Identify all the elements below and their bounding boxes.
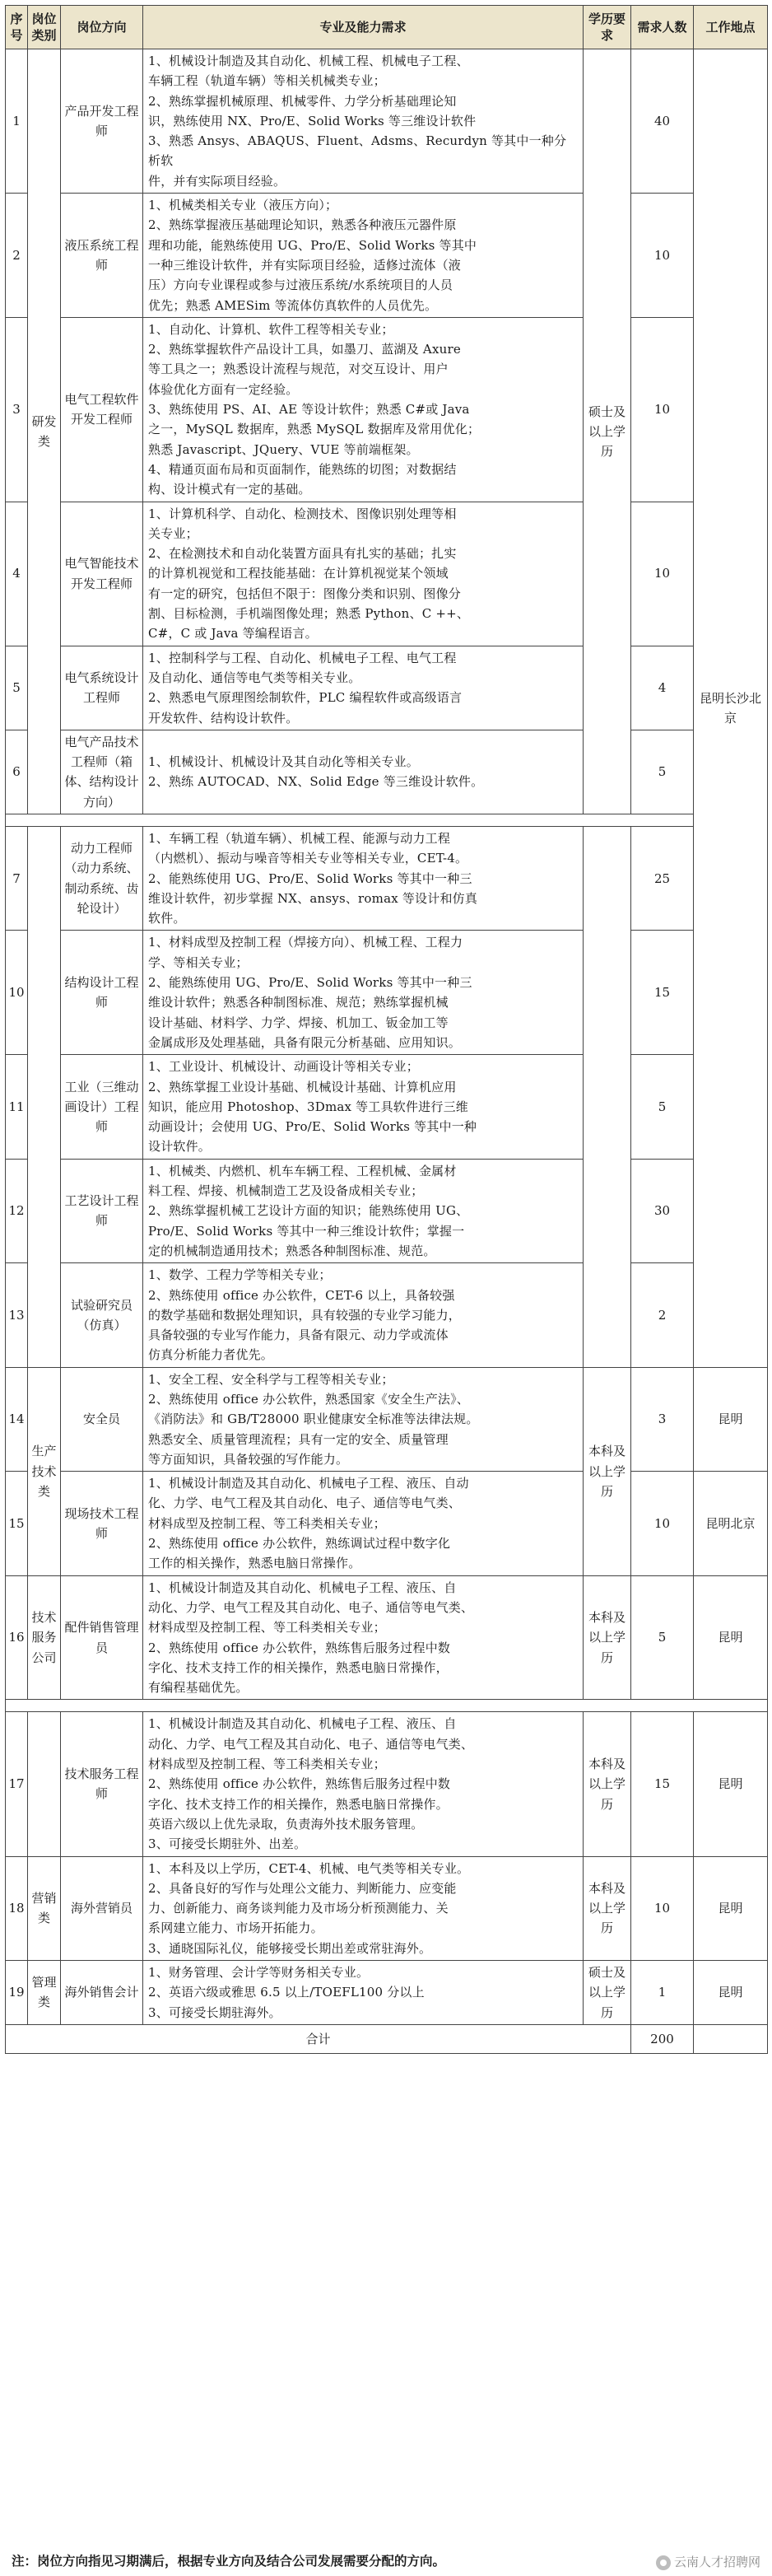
cell-requirements: 1、机械设计制造及其自动化、机械电子工程、液压、自动 化、力学、电气工程及其自动化、电子、通信等电气类、 材料成型及控制工程、等工科类相关专业； 2、熟练使用 office 办公软件，熟练调试过程中数字化 工作的相关操作，熟悉电脑日常操作。: [143, 1472, 584, 1575]
table-row: [6, 1961, 768, 2025]
category-svc: 技术服务公司: [28, 1575, 61, 1700]
cell-seq: 13: [6, 1263, 28, 1367]
table-row: [6, 1263, 768, 1367]
cell-seq: 4: [6, 502, 28, 646]
cell-direction: 工艺设计工程师: [61, 1159, 143, 1262]
location-km: 昆明: [694, 1367, 768, 1471]
table-row: [6, 1712, 768, 1856]
cell-direction: 安全员: [61, 1367, 143, 1471]
cell-direction: 电气工程软件开发工程师: [61, 317, 143, 502]
cell-direction: 电气智能技术开发工程师: [61, 502, 143, 646]
header-requirements: 专业及能力需求: [143, 6, 584, 49]
total-label: 合计: [6, 2024, 631, 2053]
cell-requirements: 1、控制科学与工程、自动化、机械电子工程、电气工程 及自动化、通信等电气类等相关专业。 2、熟悉电气原理图绘制软件，PLC 编程软件或高级语言 开发软件、结构设计软件。: [143, 646, 584, 730]
table-row: [6, 1575, 768, 1700]
cell-seq: 10: [6, 931, 28, 1055]
cell-count: 5: [631, 1055, 694, 1159]
category-prod: 生产技术类: [28, 1367, 61, 1575]
cell-requirements: 1、机械类、内燃机、机车车辆工程、工程机械、金属材 料工程、焊接、机械制造工艺及设备成相关专业； 2、熟练掌握机械工艺设计方面的知识；能熟练使用 UG、 Pro/E、Solid Works 等其中一种三维设计软件；掌握一 定的机械制造通用技术；熟悉各种制图标准、规范。: [143, 1159, 584, 1262]
category-mgmt: 管理类: [28, 1961, 61, 2025]
education-bachelor-svc2: 本科及以上学历: [584, 1712, 631, 1856]
cell-count: 10: [631, 502, 694, 646]
header-count: 需求人数: [631, 6, 694, 49]
cell-seq: 17: [6, 1712, 28, 1856]
location-km: 昆明: [694, 1856, 768, 1960]
category-rd: 研发类: [28, 49, 61, 814]
header-category: 岗位类别: [28, 6, 61, 49]
cell-requirements: 1、数学、工程力学等相关专业； 2、熟练使用 office 办公软件，CET-6 以上，具备较强 的数学基础和数据处理知识，具有较强的专业学习能力， 具备较强的专业写作能力，具备有限元、动力学或流体 仿真分析能力者优先。: [143, 1263, 584, 1367]
cell-count: 10: [631, 317, 694, 502]
recruitment-table: [5, 5, 768, 2054]
category-svc-continued: [28, 1712, 61, 1856]
cell-requirements: 1、安全工程、安全科学与工程等相关专业； 2、熟练使用 office 办公软件，熟悉国家《安全生产法》、 《消防法》和 GB/T28000 职业健康安全标准等法律法规。 熟悉安全、质量管理流程；具有一定的安全、质量管理 等方面知识，具备较强的写作能力。: [143, 1367, 584, 1471]
cell-count: 2: [631, 1263, 694, 1367]
cell-requirements: 1、车辆工程（轨道车辆）、机械工程、能源与动力工程 （内燃机）、振动与噪音等相关专业等相关专业，CET-4。 2、能熟练使用 UG、Pro/E、Solid Works 等其中一种三 维设计软件，初步掌握 NX、ansys、romax 等设计和仿真 软件。: [143, 826, 584, 930]
table-gap: [6, 1700, 768, 1712]
cell-seq: 1: [6, 49, 28, 194]
header-seq: 序号: [6, 6, 28, 49]
cell-direction: 动力工程师（动力系统、制动系统、齿轮设计）: [61, 826, 143, 930]
wechat-icon: [656, 2555, 671, 2570]
cell-requirements: 1、材料成型及控制工程（焊接方向）、机械工程、工程力 学、等相关专业； 2、能熟练使用 UG、Pro/E、Solid Works 等其中一种三 维设计软件；熟悉各种制图标准、规范；熟练掌握机械 设计基础、材料学、力学、焊接、机加工、钣金加工等 金属成形及处理基础，具备有限元分析基础、应用知识。: [143, 931, 584, 1055]
total-location-empty: [694, 2024, 768, 2053]
location-multi: 昆明长沙北京: [694, 49, 768, 1368]
cell-requirements: 1、机械设计制造及其自动化、机械电子工程、液压、自 动化、力学、电气工程及其自动化、电子、通信等电气类、 材料成型及控制工程、等工科类相关专业； 2、熟练使用 office 办公软件，熟练售后服务过程中数 字化、技术支持工作的相关操作，熟悉电脑日常操作。 英语六级以上优先录取，负责海外技术服务管理。 3、可接受长期驻外、出差。: [143, 1712, 584, 1856]
education-master-rd-continued: [584, 826, 631, 1367]
table-row: [6, 1367, 768, 1471]
cell-direction: 现场技术工程师: [61, 1472, 143, 1575]
cell-count: 5: [631, 730, 694, 814]
location-km: 昆明: [694, 1575, 768, 1700]
cell-seq: 18: [6, 1856, 28, 1960]
education-bachelor-sales: 本科及以上学历: [584, 1856, 631, 1960]
table-row: [6, 931, 768, 1055]
category-rd-continued: [28, 826, 61, 1367]
cell-requirements: 1、机械设计制造及其自动化、机械工程、机械电子工程、 车辆工程（轨道车辆）等相关机械类专业； 2、熟练掌握机械原理、机械零件、力学分析基础理论知 识，熟练使用 NX、Pro/E、Solid Works 等三维设计软件 3、熟悉 Ansys、ABAQUS、Fluent、Adsms、Recurdyn 等其中一种分析软 件，并有实际项目经验。: [143, 49, 584, 194]
cell-seq: 16: [6, 1575, 28, 1700]
cell-count: 3: [631, 1367, 694, 1471]
total-row: [6, 2024, 768, 2053]
cell-requirements: 1、机械设计、机械设计及其自动化等相关专业。 2、熟练 AUTOCAD、NX、Solid Edge 等三维设计软件。: [143, 730, 584, 814]
table-row: [6, 1159, 768, 1262]
cell-count: 10: [631, 1472, 694, 1575]
cell-requirements: 1、机械设计制造及其自动化、机械电子工程、液压、自 动化、力学、电气工程及其自动化、电子、通信等电气类、 材料成型及控制工程、等工科类相关专业； 2、熟练使用 office 办公软件，熟练售后服务过程中数 字化、技术支持工作的相关操作，熟悉电脑日常操作， 有编程基础优先。: [143, 1575, 584, 1700]
cell-seq: 14: [6, 1367, 28, 1471]
cell-direction: 配件销售管理员: [61, 1575, 143, 1700]
table-gap: [6, 814, 768, 826]
cell-direction: 电气系统设计工程师: [61, 646, 143, 730]
cell-count: 40: [631, 49, 694, 194]
education-master-rd: 硕士及以上学历: [584, 49, 631, 814]
cell-count: 25: [631, 826, 694, 930]
header-direction: 岗位方向: [61, 6, 143, 49]
cell-direction: 电气产品技术工程师（箱体、结构设计方向）: [61, 730, 143, 814]
cell-count: 10: [631, 1856, 694, 1960]
watermark: [656, 2553, 760, 2570]
cell-direction: 技术服务工程师: [61, 1712, 143, 1856]
table-row: [6, 502, 768, 646]
watermark-text: 云南人才招聘网: [673, 2555, 760, 2569]
table-row: [6, 646, 768, 730]
cell-seq: 15: [6, 1472, 28, 1575]
cell-count: 1: [631, 1961, 694, 2025]
cell-seq: 2: [6, 194, 28, 318]
cell-count: 10: [631, 194, 694, 318]
table-row: [6, 49, 768, 194]
header-education: 学历要求: [584, 6, 631, 49]
table-row: [6, 1055, 768, 1159]
location-km: 昆明: [694, 1712, 768, 1856]
table-row: [6, 826, 768, 930]
cell-requirements: 1、自动化、计算机、软件工程等相关专业； 2、熟练掌握软件产品设计工具，如墨刀、蓝湖及 Axure 等工具之一；熟悉设计流程与规范，对交互设计、用户 体验优化方面有一定经验。 3、熟练使用 PS、AI、AE 等设计软件；熟悉 C#或 Java 之一，MySQL 数据库，熟悉 MySQL 数据库及常用优化； 熟悉 Javascript、JQuery、VUE 等前端框架。 4、精通页面布局和页面制作，能熟练的切图；对数据结 构、设计模式有一定的基础。: [143, 317, 584, 502]
table-row: [6, 1856, 768, 1960]
table-row: [6, 1472, 768, 1575]
cell-count: 15: [631, 1712, 694, 1856]
cell-direction: 产品开发工程师: [61, 49, 143, 194]
cell-count: 5: [631, 1575, 694, 1700]
footnote: 注：岗位方向指见习期满后，根据专业方向及结合公司发展需要分配的方向。: [12, 2553, 446, 2569]
cell-seq: 12: [6, 1159, 28, 1262]
cell-seq: 3: [6, 317, 28, 502]
cell-direction: 工业（三维动画设计）工程师: [61, 1055, 143, 1159]
table-row: [6, 317, 768, 502]
cell-requirements: 1、机械类相关专业（液压方向）； 2、熟练掌握液压基础理论知识，熟悉各种液压元器件原 理和功能，能熟练使用 UG、Pro/E、Solid Works 等其中 一种三维设计软件，并有实际项目经验，适修过流体（液 压）方向专业课程或参与过液压系统/水系统项目的人员 优先；熟悉 AMESim 等流体仿真软件的人员优先。: [143, 194, 584, 318]
cell-requirements: 1、本科及以上学历，CET-4、机械、电气类等相关专业。 2、具备良好的写作与处理公文能力、判断能力、应变能 力、创新能力、商务谈判能力及市场分析预测能力、关 系网建立能力、市场开拓能力。 3、通晓国际礼仪，能够接受长期出差或常驻海外。: [143, 1856, 584, 1960]
location-kmbj: 昆明北京: [694, 1472, 768, 1575]
cell-seq: 19: [6, 1961, 28, 2025]
cell-requirements: 1、财务管理、会计学等财务相关专业。 2、英语六级或雅思 6.5 以上/TOEFL100 分以上 3、可接受长期驻海外。: [143, 1961, 584, 2025]
education-bachelor-svc: 本科及以上学历: [584, 1575, 631, 1700]
cell-count: 30: [631, 1159, 694, 1262]
cell-requirements: 1、计算机科学、自动化、检测技术、图像识别处理等相 关专业； 2、在检测技术和自动化装置方面具有扎实的基础；扎实 的计算机视觉和工程技能基础：在计算机视觉某个领域 有一定的研究，包括但不限于：图像分类和识别、图像分 割、目标检测，手机端图像处理；熟悉 Python、C ++、 C#，C 或 Java 等编程语言。: [143, 502, 584, 646]
cell-direction: 液压系统工程师: [61, 194, 143, 318]
education-bachelor-prod: 本科及以上学历: [584, 1367, 631, 1575]
cell-seq: 7: [6, 826, 28, 930]
cell-seq: 6: [6, 730, 28, 814]
cell-count: 15: [631, 931, 694, 1055]
cell-requirements: 1、工业设计、机械设计、动画设计等相关专业； 2、熟练掌握工业设计基础、机械设计基础、计算机应用 知识，能应用 Photoshop、3Dmax 等工具软件进行三维 动画设计；会使用 UG、Pro/E、Solid Works 等其中一种 设计软件。: [143, 1055, 584, 1159]
cell-seq: 5: [6, 646, 28, 730]
cell-direction: 试验研究员（仿真）: [61, 1263, 143, 1367]
table-row: [6, 194, 768, 318]
cell-direction: 海外销售会计: [61, 1961, 143, 2025]
location-km: 昆明: [694, 1961, 768, 2025]
cell-direction: 结构设计工程师: [61, 931, 143, 1055]
cell-direction: 海外营销员: [61, 1856, 143, 1960]
cell-seq: 11: [6, 1055, 28, 1159]
total-value: 200: [631, 2024, 694, 2053]
category-sales: 营销类: [28, 1856, 61, 1960]
education-master-mgmt: 硕士及以上学历: [584, 1961, 631, 2025]
header-location: 工作地点: [694, 6, 768, 49]
table-header-row: [6, 6, 768, 49]
cell-count: 4: [631, 646, 694, 730]
table-row: [6, 730, 768, 814]
